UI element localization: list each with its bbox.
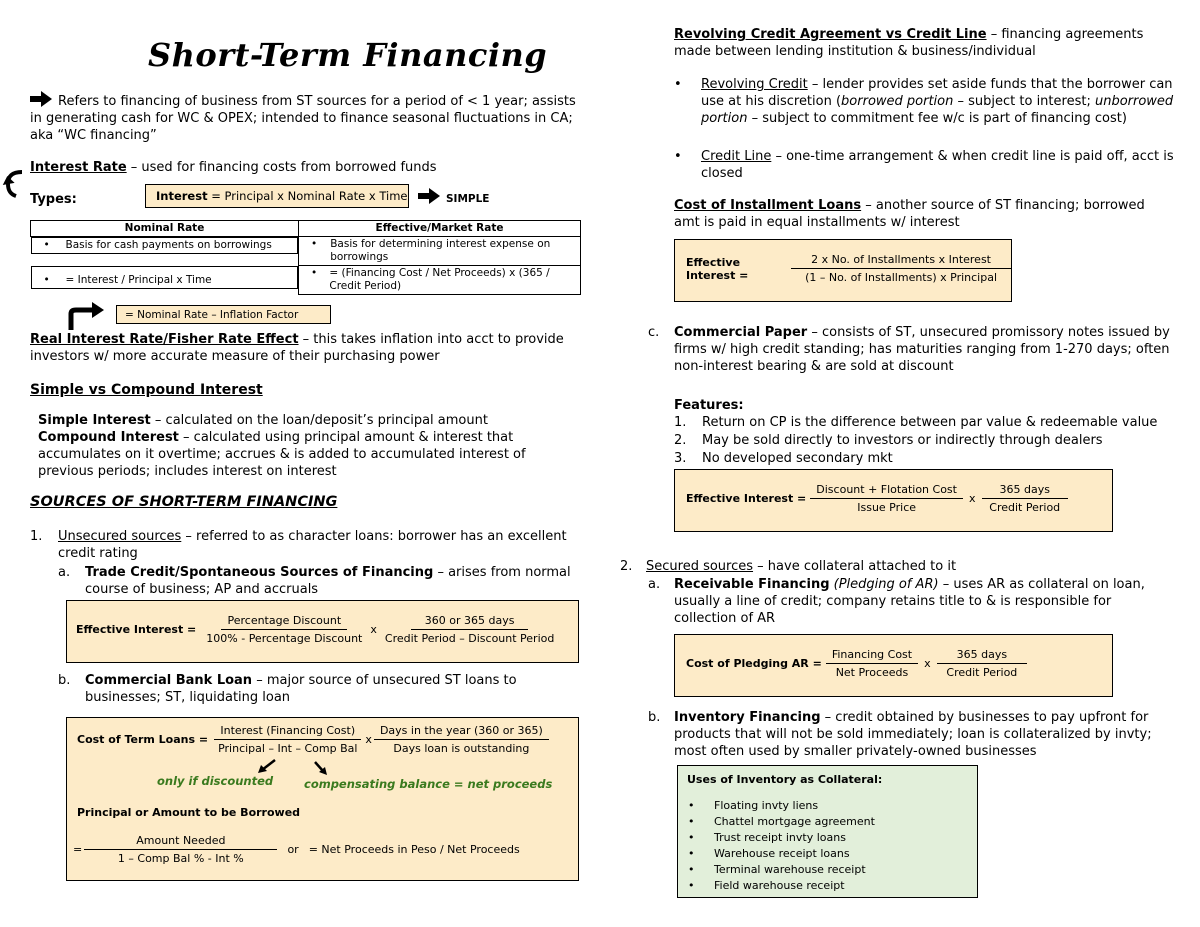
inventory-financing: b. Inventory Financing – credit obtained by businesses to pay upfront for products that will not be sold immediately; loan is collateralized by invty; most often used by smaller privately-owned businesses <box>648 710 1152 759</box>
fraction: $\frac{\text{2 x No. of Installments x Interest}}{\text{(1 – No. of Installments) x Principal}}$ <box>791 253 1011 284</box>
unsecured-sources: 1. Unsecured sources – referred to as character loans: borrower has an excellent credit rating <box>30 529 567 561</box>
receivable-financing: a. Receivable Financing (Pledging of AR) – uses AR as collateral on loan, usually a line of credit; company retains title to & is responsible for collection of AR <box>648 577 1145 626</box>
inflation-formula: = Nominal Rate – Inflation Factor <box>116 305 331 324</box>
fraction: $\frac{\text{365 days}}{\text{Credit Period}}$ <box>937 648 1027 679</box>
interest-rate-heading: Interest Rate <box>30 160 127 175</box>
equation-label: Cost of Term Loans = <box>77 733 209 746</box>
rate-comparison-table <box>30 220 581 295</box>
term-loan-formula-box: Cost of Term Loans = $\frac{\text{Interest (Financing Cost)}}{\text{Principal – Int – Comp Bal}}$ x $\frac{\text{Days in the year (360 or 365)}}{\text{Days loan is outstanding}}$ only if discounted compensating balance = net proceeds Principal or Amount to be Borrowed = $\frac{\text{Amount Needed}}{\text{1 – Comp Bal \% - Int \%}}$ or = Net Proceeds in Peso / Net Proceeds <box>66 717 579 881</box>
fraction: $\frac{\text{360 or 365 days}}{\text{Credit Period – Discount Period}}$ <box>384 614 555 645</box>
equation-label: Effective Interest = <box>686 492 807 505</box>
list-item: • Chattel mortgage agreement <box>688 815 875 828</box>
sources-heading: SOURCES OF SHORT-TERM FINANCING <box>30 494 338 510</box>
turn-arrow-icon <box>66 302 106 330</box>
simple-interest-formula: Interest = Principal x Nominal Rate x Time <box>145 184 409 208</box>
trade-credit-formula-box: Effective Interest = $\frac{\text{Percentage Discount}}{\text{100\% - Percentage Discount}}$ x $\frac{\text{360 or 365 days}}{\text{Credit Period – Discount Period}}$ <box>66 600 579 663</box>
list-item: 3. No developed secondary mkt <box>674 451 893 466</box>
list-item: • Warehouse receipt loans <box>688 847 850 860</box>
right-arrow-icon <box>30 91 52 107</box>
list-item: • Field warehouse receipt <box>688 879 845 892</box>
revolving-credit-line: Revolving Credit Agreement vs Credit Line – financing agreements made between lending institution & business/individual <box>674 27 1144 59</box>
list-item: 2. May be sold directly to investors or indirectly through dealers <box>674 433 1103 448</box>
table-cell: • = Interest / Principal x Time <box>31 266 299 289</box>
revolving-credit-item: • Revolving Credit – lender provides set aside funds that the borrower can use at his discretion (borrowed portion – subject to interest; unborrowed portion – subject to commitment fee w/c is part of financing cost) <box>674 77 1174 126</box>
inventory-collateral-box <box>677 765 978 898</box>
secured-sources: 2. Secured sources – have collateral attached to it <box>620 559 957 574</box>
equation-label: Effective Interest = <box>76 623 197 636</box>
arrow-icon <box>313 760 329 776</box>
intro-paragraph: Refers to financing of business from ST sources for a period of < 1 year; assists in generating cash for WC & OPEX; intended to finance seasonal fluctuations in CA; aka “WC financing” <box>30 91 580 144</box>
list-item: • Terminal warehouse receipt <box>688 863 866 876</box>
fraction: $\frac{\text{Interest (Financing Cost)}}{\text{Principal – Int – Comp Bal}}$ <box>212 724 363 755</box>
installment-loans-line: Cost of Installment Loans – another source of ST financing; borrowed amt is paid in equal installments w/ interest <box>674 198 1145 230</box>
fraction: $\frac{\text{365 days}}{\text{Credit Period}}$ <box>982 483 1068 514</box>
fraction: $\frac{\text{Days in the year (360 or 365)}}{\text{Days loan is outstanding}}$ <box>374 724 549 755</box>
table-header: Nominal Rate <box>31 221 299 237</box>
table-cell: • Basis for determining interest expense on borrowings <box>299 237 581 266</box>
table-cell: • Basis for cash payments on borrowings <box>31 237 299 254</box>
list-item: • Trust receipt invty loans <box>688 831 846 844</box>
trade-credit: a. Trade Credit/Spontaneous Sources of Financing – arises from normal course of business; AP and accruals <box>58 565 571 597</box>
principal-heading: Principal or Amount to be Borrowed <box>77 806 301 819</box>
fraction: $\frac{\text{Percentage Discount}}{\text{100\% - Percentage Discount}}$ <box>206 614 363 645</box>
fraction: $\frac{\text{Financing Cost}}{\text{Net Proceeds}}$ <box>826 648 918 679</box>
commercial-bank-loan: b. Commercial Bank Loan – major source of unsecured ST loans to businesses; ST, liquidating loan <box>58 673 517 705</box>
fraction: $\frac{\text{Amount Needed}}{\text{1 – Comp Bal \% - Int \%}}$ <box>84 834 277 865</box>
real-interest-line: Real Interest Rate/Fisher Rate Effect – this takes inflation into acct to provide investors w/ more accurate measure of their purchasing power <box>30 332 564 364</box>
discount-note: only if discounted <box>157 774 274 788</box>
page-title: Short-Term Financing <box>148 36 548 74</box>
table-row <box>31 237 581 266</box>
compound-interest-line: Compound Interest – calculated using principal amount & interest that accumulates on it overtime; accrues & is added to accumulated interest of previous periods; includes interest on interest <box>38 430 526 479</box>
uses-heading: Uses of Inventory as Collateral: <box>687 773 883 786</box>
simple-label: SIMPLE <box>446 193 490 205</box>
equation-label: Cost of Pledging AR = <box>686 657 822 670</box>
simple-compound-heading: Simple vs Compound Interest <box>30 382 263 398</box>
table-header-row <box>31 221 581 237</box>
commercial-paper: c. Commercial Paper – consists of ST, unsecured promissory notes issued by firms w/ high credit standing; has maturities ranging from 1-270 days; often non-interest bearing & are sold at discount <box>648 325 1170 374</box>
commercial-paper-formula-box: Effective Interest = $\frac{\text{Discount + Flotation Cost}}{\text{Issue Price}}$ x $\frac{\text{365 days}}{\text{Credit Period}}$ <box>674 469 1113 532</box>
pledging-formula-box: Cost of Pledging AR = $\frac{\text{Financing Cost}}{\text{Net Proceeds}}$ x $\frac{\text{365 days}}{\text{Credit Period}}$ <box>674 634 1113 697</box>
right-arrow-icon <box>418 188 440 204</box>
simple-interest-line: Simple Interest – calculated on the loan/deposit’s principal amount <box>38 413 488 428</box>
table-cell: • = (Financing Cost / Net Proceeds) x (365 / Credit Period) <box>299 266 581 295</box>
list-item: 1. Return on CP is the difference between par value & redeemable value <box>674 415 1158 430</box>
table-row <box>31 266 581 295</box>
curved-arrow-icon <box>2 168 26 200</box>
features-heading: Features: <box>674 398 744 413</box>
installment-formula-box <box>674 239 1012 302</box>
compensating-note: compensating balance = net proceeds <box>304 777 553 791</box>
types-label: Types: <box>30 192 77 207</box>
table-header: Effective/Market Rate <box>299 221 581 237</box>
arrow-icon <box>257 758 277 774</box>
interest-rate-line: Interest Rate – used for financing costs from borrowed funds <box>30 160 437 175</box>
fraction: $\frac{\text{Discount + Flotation Cost}}{\text{Issue Price}}$ <box>810 483 963 514</box>
equation-label: Effective Interest = <box>686 255 749 282</box>
credit-line-item: • Credit Line – one-time arrangement & when credit line is paid off, acct is closed <box>674 149 1174 181</box>
list-item: • Floating invty liens <box>688 799 819 812</box>
